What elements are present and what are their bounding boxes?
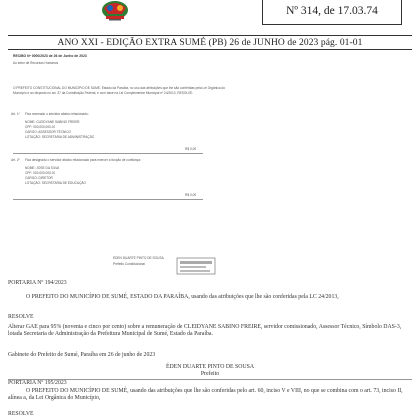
header-rule-top	[8, 35, 412, 36]
law-reference-box	[262, 0, 402, 25]
gabinete-line: Gabinete do Prefeito de Sumé, Paraíba em 26 de junho de 2023	[8, 352, 156, 358]
municipal-crest-logo	[92, 0, 138, 22]
scan-item1-line: LOTAÇÃO: SECRETARIA DE ADMINISTRAÇÃO	[25, 135, 95, 139]
resolve-heading: RESOLVE	[8, 411, 34, 417]
resolution-text: Alterar GAE para 95% (noventa e cinco por cento) sobre a remuneração de CLEIDYANE SABINO FREIRE, servidor comissionado, Assessor Técnico, Símbolo DAS-3, lotada Secretaria de Administração da Prefeitura Municipal de Sumé, Estado da Paraíba.	[8, 324, 402, 337]
portaria-195-title: PORTARIA Nº 195/2023	[8, 380, 67, 386]
scan-item2-line: NOME: JOSÉ DA SILVA	[25, 166, 60, 170]
scan-item2-value: R$ 0,00	[185, 193, 197, 197]
portaria-194-resolution	[8, 324, 412, 338]
scan-item1-line: NOME: CLEIDYANE SABINO FREIRE	[25, 120, 80, 124]
scan-item2-line: CPF: 000.000.000-00	[25, 171, 56, 175]
signature-role: Prefeito	[200, 371, 220, 377]
portaria-194-preamble	[8, 294, 412, 301]
portaria-194-title: PORTARIA Nº 194/2023	[8, 280, 67, 286]
scan-item2-line: CARGO: DIRETOR	[25, 176, 53, 180]
law-reference: Nº 314, de 17.03.74	[286, 5, 378, 17]
resolve-heading: RESOLVE	[8, 314, 34, 320]
portaria-195-preamble	[8, 388, 412, 402]
scan-item1-line: CPF: 000.000.000-00	[25, 125, 56, 129]
preamble-text: O PREFEITO DO MUNICÍPIO DE SUMÉ, usando das atribuições que lhe são conferidas pelo art. 60, inciso V e VIII, no que se combina com o art. 73, inciso II, alínea a, da Lei Orgânica do Município,	[8, 388, 403, 401]
scan-head-line: RECIBO Nº 0000/2023 de 26 de Junho de 2023	[13, 54, 87, 58]
scan-sign-role: Prefeito Constitucional	[113, 262, 145, 266]
scan-separator	[13, 153, 203, 154]
scan-head-sub: Ao setor de Recursos Humanos	[13, 61, 59, 65]
scanned-document	[9, 50, 265, 274]
scan-item1-label: Art. 1º	[11, 112, 20, 116]
scan-separator	[13, 199, 203, 200]
scan-item1-text: Fica nomeado o servidor abaixo relacionado:	[25, 112, 89, 116]
scan-item2-text: Fica designado o servidor abaixo relacionado para exercer a função de confiança:	[25, 158, 141, 162]
signature-name: ÉDEN DUARTE PINTO DE SOUSA	[165, 364, 255, 370]
scan-item2-line: LOTAÇÃO: SECRETARIA DE EDUCAÇÃO	[25, 181, 86, 185]
scan-intro-line-2: Município e ao disposto no art. 37 da Constituição Federal, e com base na Lei Complementar Municipal nº 24/2013, RESOLVE:	[13, 91, 194, 95]
edition-line: ANO XXI - EDIÇÃO EXTRA SUMÉ (PB) 26 de JUNHO de 2023 pág. 01-01	[57, 38, 363, 48]
official-stamp	[176, 257, 216, 275]
preamble-text: O PREFEITO DO MUNICÍPIO DE SUMÉ, ESTADO DA PARAÍBA, usando das atribuições que lhe são conferidas pela LC 24/2013,	[26, 294, 339, 300]
scan-item1-line: CARGO: ASSESSOR TÉCNICO	[25, 130, 71, 134]
scan-item1-value: R$ 0,00	[185, 147, 197, 151]
scan-intro-line-1: O PREFEITO CONSTITUCIONAL DO MUNICÍPIO DE SUMÉ, Estado da Paraíba, no uso das atribuições que lhe são conferidas pela Lei Orgânica do	[13, 86, 226, 90]
scan-item2-label: Art. 2º	[11, 158, 20, 162]
scan-sign-name: ÉDEN DUARTE PINTO DE SOUSA	[113, 256, 164, 260]
